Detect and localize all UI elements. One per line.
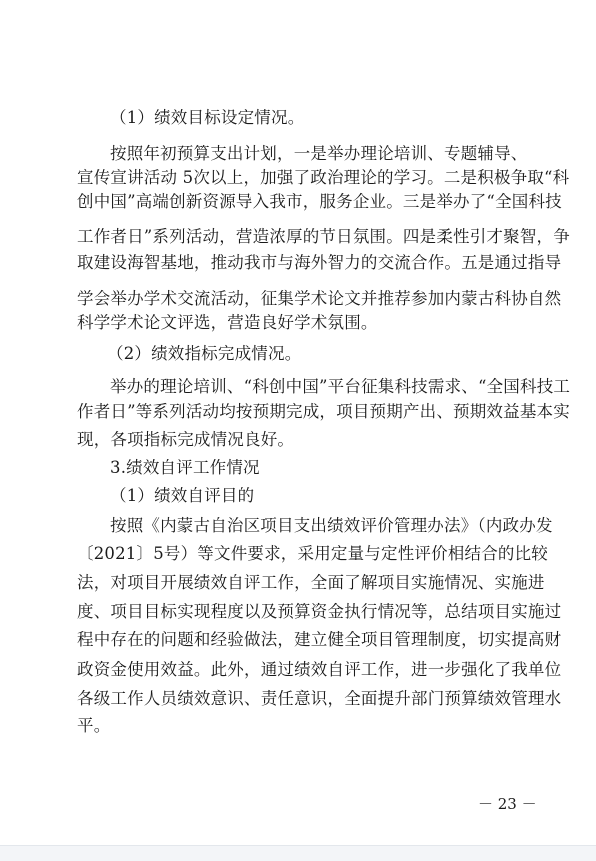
paragraph-line: 取建设海智基地，推动我市与海外智力的交流合作。五是通过指导 — [77, 253, 562, 272]
paragraph-line: 学会举办学术交流活动，征集学术论文并推荐参加内蒙古科协自然 — [77, 289, 562, 308]
paragraph-line: 宣传宣讲活动 5次以上，加强了政治理论的学习。二是积极争取“科 — [77, 168, 570, 187]
heading-indicator-completion: （2）绩效指标完成情况。 — [107, 344, 302, 363]
paragraph-line: 作者日”等系列活动均按预期完成，项目预期产出、预期效益基本实 — [77, 402, 570, 421]
paragraph-line: 度、项目目标实现程度以及预算资金执行情况等，总结项目实施过 — [77, 602, 562, 621]
heading-goal-setting: （1）绩效目标设定情况。 — [110, 108, 305, 127]
paragraph-line: 法，对项目开展绩效自评工作，全面了解项目实施情况、实施进 — [77, 573, 545, 592]
paragraph-line: 程中存在的问题和经验做法，建立健全项目管理制度，切实提高财 — [77, 630, 562, 649]
viewer-bottom-strip — [0, 845, 596, 861]
paragraph-line: 按照《内蒙古自治区项目支出绩效评价管理办法》（内政办发 — [110, 516, 553, 535]
paragraph-line: 按照年初预算支出计划，一是举办理论培训、专题辅导、 — [110, 144, 528, 163]
paragraph-line: 举办的理论培训、“科创中国”平台征集科技需求、“全国科技工 — [110, 377, 571, 396]
heading-evaluation-purpose: （1）绩效自评目的 — [110, 486, 255, 505]
paragraph-line: 科学学术论文评选，营造良好学术氛围。 — [77, 313, 378, 332]
paragraph-line: 各级工作人员绩效意识、责任意识，全面提升部门预算绩效管理水 — [77, 689, 562, 708]
paragraph-line: 政资金使用效益。此外，通过绩效自评工作，进一步强化了我单位 — [77, 660, 562, 679]
paragraph-line: 平。 — [77, 716, 111, 735]
paragraph-line: 创中国”高端创新资源导入我市，服务企业。三是举办了“全国科技 — [77, 192, 562, 211]
paragraph-line: 〔2021〕5号）等文件要求，采用定量与定性评价相结合的比较 — [77, 544, 548, 563]
page-number: － 23 － — [478, 795, 537, 813]
paragraph-line: 现，各项指标完成情况良好。 — [77, 430, 295, 449]
paragraph-line: 工作者日”系列活动，营造浓厚的节日氛围。四是柔性引才聚智，争 — [77, 227, 570, 246]
section-heading-self-evaluation: 3.绩效自评工作情况 — [110, 458, 260, 477]
